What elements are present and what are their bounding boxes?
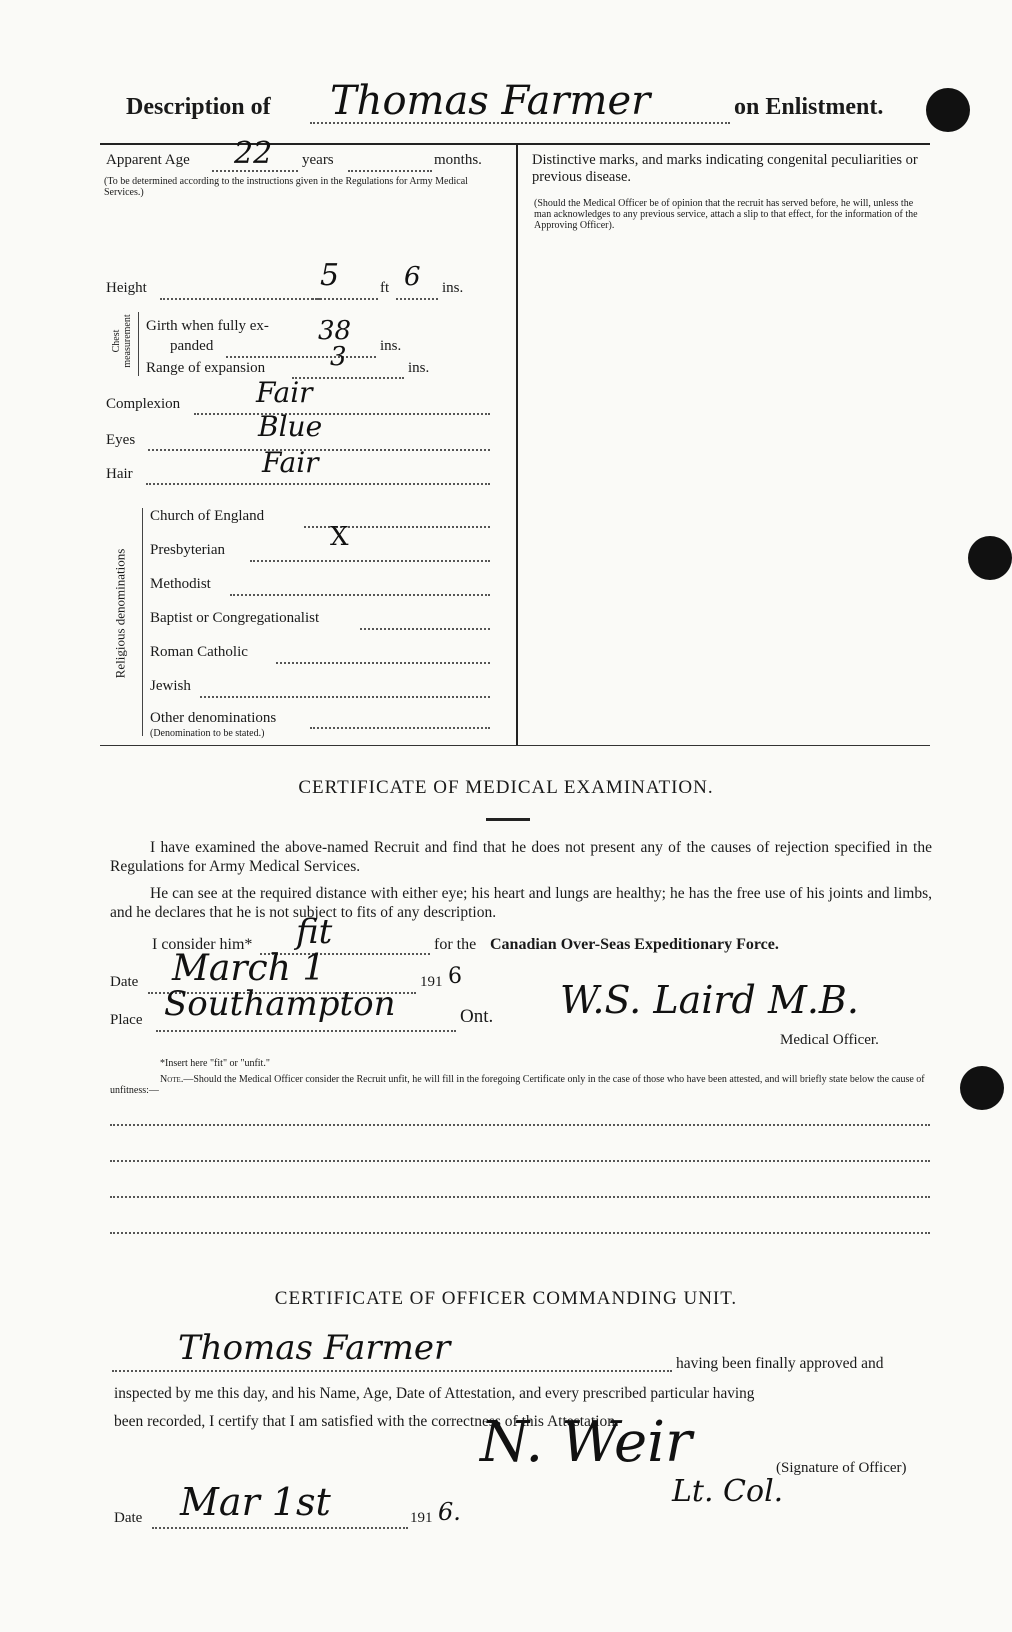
height-in-value: 6 [404, 262, 421, 292]
height-ft-value: 5 [320, 258, 340, 293]
note-text: —Should the Medical Officer consider the Recruit unfit, he will fill in the foregoing Certificate only in the case of those who have been attested, and will briefly state below the cause of unfitness:— [110, 1074, 925, 1096]
complexion-label: Complexion [106, 396, 181, 412]
hair-value: Fair [262, 446, 319, 479]
religion-label-box [100, 510, 142, 730]
presbyterian-mark: X [330, 522, 349, 552]
other-denomination-note: (Denomination to be stated.) [150, 728, 265, 739]
force-label: Canadian Over-Seas Expeditionary Force. [490, 936, 779, 953]
commanding-line-3: been recorded, I certify that I am satisfied with the correctness of this Attestation. [114, 1413, 619, 1430]
for-label: for the [434, 936, 477, 953]
years-label: years [302, 152, 334, 168]
medical-officer-signature: W.S. Laird M.B. [560, 978, 859, 1022]
religion-roman-catholic: Roman Catholic [150, 644, 248, 660]
complexion-value: Fair [256, 376, 313, 409]
chest-label: Chest measurement [111, 314, 133, 368]
signature-of-officer-label: (Signature of Officer) [776, 1460, 907, 1476]
medical-date-value: March 1 [172, 948, 326, 989]
girth-label-1: Girth when fully ex- [146, 318, 269, 334]
girth-label-2: panded [170, 338, 214, 354]
religion-baptist: Baptist or Congregationalist [150, 610, 320, 626]
medical-year-prefix: 191 [420, 974, 443, 990]
punch-hole [926, 88, 970, 132]
medical-date-label: Date [110, 974, 139, 990]
unfitness-line [110, 1196, 930, 1198]
commanding-name-value: Thomas Farmer [178, 1328, 451, 1368]
unfitness-line [110, 1124, 930, 1126]
ft-label: ft [380, 280, 390, 296]
consider-value: fit [296, 912, 333, 952]
insert-note: *Insert here "fit" or "unfit." [160, 1058, 270, 1069]
eyes-label: Eyes [106, 432, 136, 448]
commanding-line-2: inspected by me this day, and his Name, Age, Date of Attestation, and every prescribed particular having [114, 1385, 755, 1402]
header-prefix: Description of [126, 94, 271, 120]
range-label: Range of expansion [146, 360, 266, 376]
medical-heading: CERTIFICATE OF MEDICAL EXAMINATION. [298, 777, 714, 798]
distinctive-marks-note: (Should the Medical Officer be of opinion that the recruit has served before, he will, unless the man acknowledges to any previous service, attach a slip to that effect, for the information of the Approving Officer). [534, 198, 918, 231]
age-value: 22 [234, 136, 273, 171]
religion-jewish: Jewish [150, 678, 191, 694]
header-name: Thomas Farmer [330, 78, 651, 124]
note-label: Note. [160, 1074, 184, 1085]
medical-para-1: I have examined the above-named Recruit and find that he does not present any of the causes of rejection specified in the Regulations for Army Medical Services. [110, 839, 932, 875]
chest-label-box [98, 312, 138, 376]
hair-label: Hair [106, 466, 133, 482]
medical-year-value: 6 [448, 964, 462, 989]
religion-presbyterian: Presbyterian [150, 542, 225, 558]
commanding-heading: CERTIFICATE OF OFFICER COMMANDING UNIT. [274, 1288, 738, 1309]
height-ins-label: ins. [442, 280, 464, 296]
place-value: Southampton [164, 984, 396, 1024]
column-divider [516, 143, 518, 745]
commanding-year-prefix: 191 [410, 1510, 433, 1526]
unfitness-line [110, 1232, 930, 1234]
eyes-value: Blue [258, 410, 323, 443]
unfitness-line [110, 1160, 930, 1162]
age-note: (To be determined according to the instructions given in the Regulations for Army Medical Services.) [104, 176, 468, 198]
commanding-signature: N. Weir [480, 1410, 692, 1475]
punch-hole [960, 1066, 1004, 1110]
top-rule [100, 143, 930, 145]
commanding-line-1: having been finally approved and [676, 1355, 884, 1372]
height-label: Height [106, 280, 147, 296]
religion-church-of-england: Church of England [150, 508, 265, 524]
months-label: months. [434, 152, 482, 168]
commanding-date-label: Date [114, 1510, 143, 1526]
place-label: Place [110, 1012, 143, 1028]
range-ins-label: ins. [408, 360, 430, 376]
header-suffix: on Enlistment. [734, 94, 884, 120]
officer-rank: Lt. Col. [672, 1474, 784, 1509]
religion-label: Religious denominations [112, 548, 128, 679]
apparent-age-label: Apparent Age [106, 152, 190, 168]
religion-methodist: Methodist [150, 576, 211, 592]
commanding-year-value: 6. [438, 1498, 461, 1526]
girth-value: 38 [318, 316, 352, 346]
distinctive-marks-label: Distinctive marks, and marks indicating congenital peculiarities or previous disease. [532, 152, 918, 185]
medical-para-2: He can see at the required distance with either eye; his heart and lungs are healthy; he has the free use of his joints and limbs, and he declares that he is not subject to fits of any description. [110, 885, 932, 921]
commanding-date-value: Mar 1st [180, 1480, 331, 1524]
range-value: 3 [330, 342, 347, 372]
consider-label: I consider him* [152, 936, 253, 953]
religion-other: Other denominations [150, 710, 277, 726]
punch-hole [968, 536, 1012, 580]
medical-officer-label: Medical Officer. [780, 1032, 879, 1048]
girth-ins-label: ins. [380, 338, 402, 354]
ont-label: Ont. [460, 1006, 494, 1027]
